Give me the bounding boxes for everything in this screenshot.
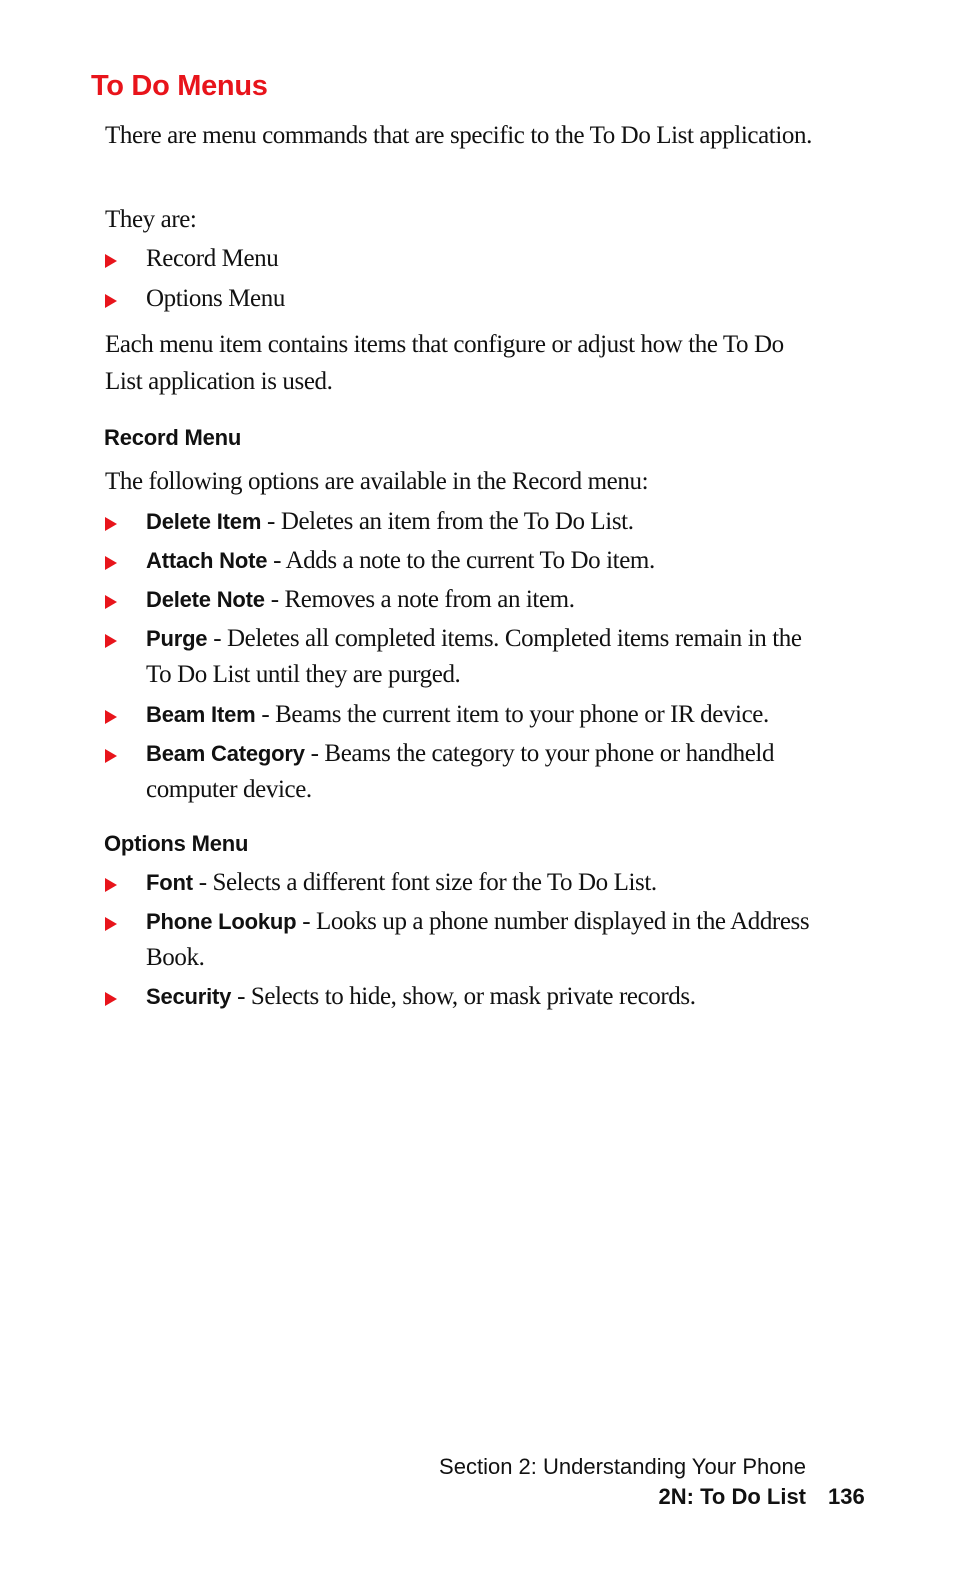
item-description: - Removes a note from an item.	[264, 586, 575, 613]
item-term: Delete Note	[146, 587, 265, 612]
bullet-arrow-icon	[105, 878, 117, 892]
page-number: 136	[828, 1484, 865, 1509]
list-item	[105, 504, 815, 540]
bullet-arrow-icon	[105, 917, 117, 931]
item-description: - Selects a different font size for the To Do List.	[192, 869, 657, 896]
item-description: - Looks up a phone number displayed in the Address Book.	[146, 908, 810, 971]
bullet-arrow-icon	[105, 517, 117, 531]
list-item-text: Record Menu	[146, 245, 279, 272]
list-item	[105, 281, 815, 317]
list-item	[105, 979, 815, 1015]
bullet-arrow-icon	[105, 254, 117, 268]
list-item-text: Options Menu	[146, 285, 285, 312]
section-heading-record-menu: Record Menu	[104, 425, 242, 450]
bullet-arrow-icon	[105, 634, 117, 648]
item-description: - Adds a note to the current To Do item.	[267, 547, 655, 574]
footer-chapter-title: 2N: To Do List	[658, 1484, 806, 1509]
bullet-arrow-icon	[105, 749, 117, 763]
list-item	[105, 736, 815, 808]
section-heading-options-menu: Options Menu	[104, 831, 249, 856]
bullet-arrow-icon	[105, 595, 117, 609]
page-title: To Do Menus	[91, 70, 268, 102]
item-description: - Beams the category to your phone or handheld computer device.	[146, 740, 775, 803]
list-item	[105, 241, 815, 277]
item-term: Beam Item	[146, 702, 256, 727]
item-description: - Beams the current item to your phone or IR device.	[255, 701, 769, 728]
intro-lead: They are:	[105, 206, 197, 233]
list-item	[105, 697, 815, 733]
bullet-arrow-icon	[105, 294, 117, 308]
item-description: - Deletes an item from the To Do List.	[261, 508, 634, 535]
list-item	[105, 904, 815, 976]
item-description: - Selects to hide, show, or mask private records.	[231, 983, 696, 1010]
list-item	[105, 543, 815, 579]
item-term: Beam Category	[146, 741, 305, 766]
bullet-arrow-icon	[105, 556, 117, 570]
list-item	[105, 865, 815, 901]
record-menu-lead: The following options are available in the Record menu:	[105, 468, 649, 495]
item-term: Security	[146, 984, 232, 1009]
item-term: Font	[146, 870, 193, 895]
intro-summary: Each menu item contains items that configure or adjust how the To Do List application is used.	[105, 331, 784, 395]
item-description: - Deletes all completed items. Completed items remain in the To Do List until they are purged.	[146, 625, 802, 688]
item-term: Phone Lookup	[146, 909, 297, 934]
item-term: Purge	[146, 626, 208, 651]
footer-section-title: Section 2: Understanding Your Phone	[439, 1454, 806, 1479]
item-term: Attach Note	[146, 548, 268, 573]
list-item	[105, 621, 815, 693]
bullet-arrow-icon	[105, 710, 117, 724]
bullet-arrow-icon	[105, 992, 117, 1006]
intro-paragraph: There are menu commands that are specific to the To Do List application.	[105, 122, 812, 149]
item-term: Delete Item	[146, 509, 262, 534]
list-item	[105, 582, 815, 618]
